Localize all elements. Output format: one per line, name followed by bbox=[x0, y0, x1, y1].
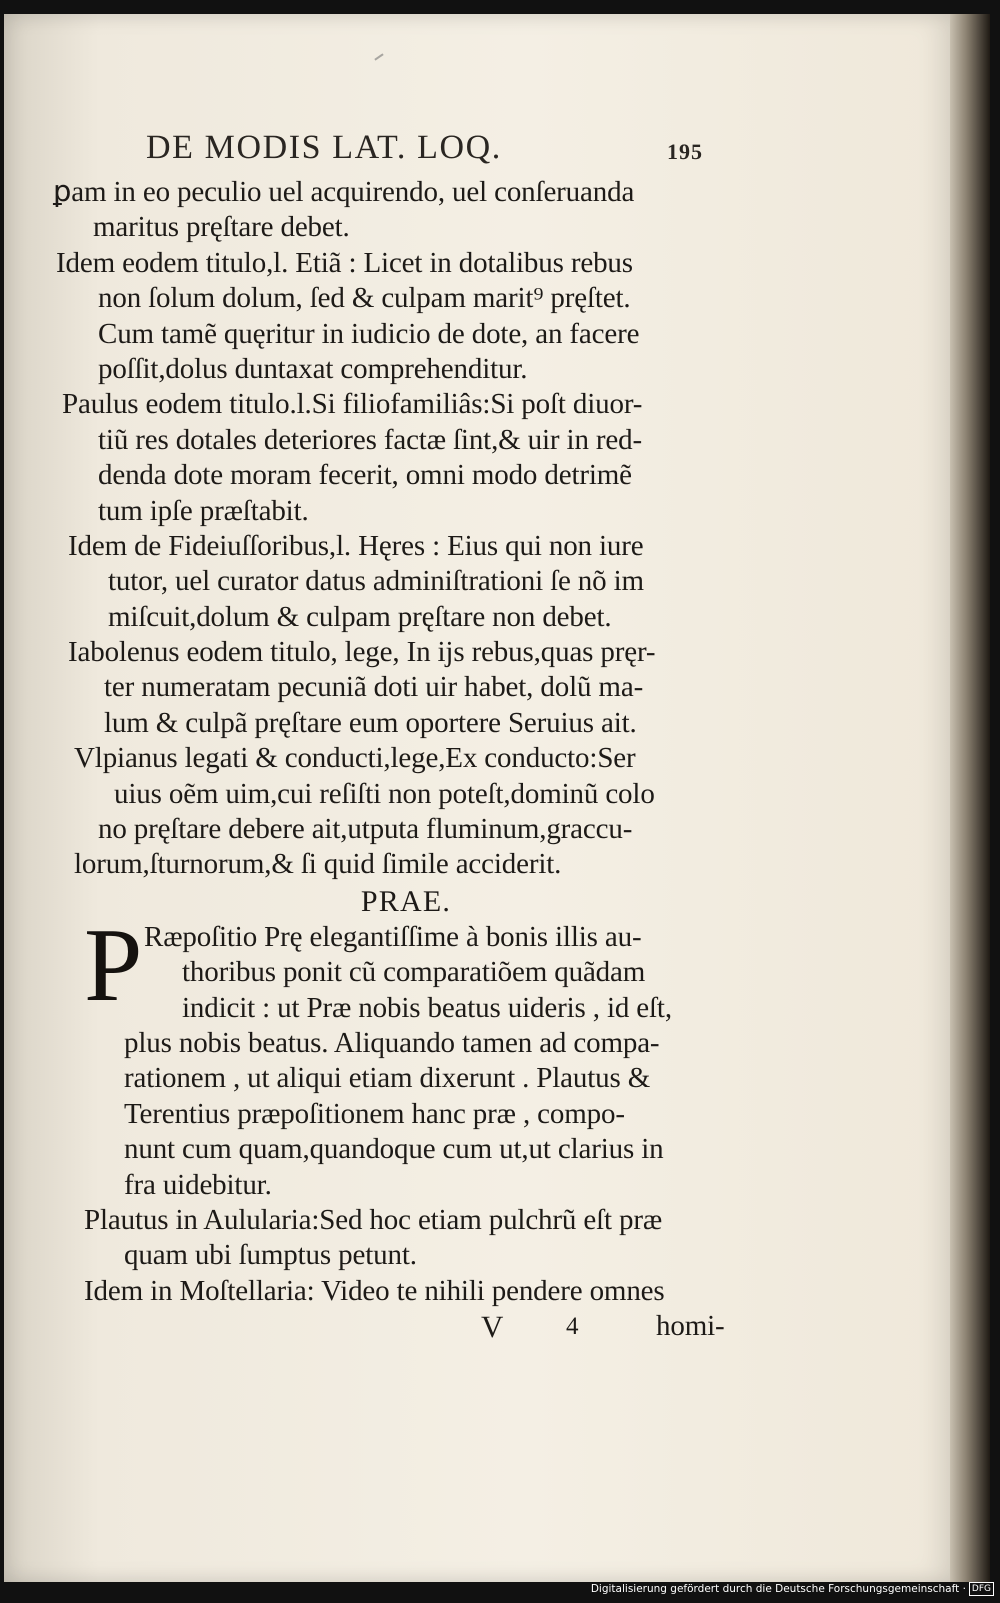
running-header bbox=[56, 130, 756, 175]
text-line: tum ipſe præſtabit. bbox=[98, 494, 309, 527]
page-text bbox=[53, 129, 756, 1349]
text-line: Ræpoſitio Prę elegantiſſime à bonis illis au- bbox=[144, 920, 642, 953]
text-line: Paulus eodem titulo.l.Si filiofamiliâs:Si poſt diuor- bbox=[62, 388, 643, 421]
text-line: fra uidebitur. bbox=[124, 1168, 272, 1201]
text-line: denda dote moram fecerit, omni modo detrimẽ bbox=[98, 459, 632, 492]
digitization-credit bbox=[591, 1582, 994, 1596]
text-line: tutor, uel curator datus adminiſtrationi ſe nõ im bbox=[108, 565, 644, 598]
text-line: ter numeratam pecuniã doti uir habet, dolũ ma- bbox=[104, 671, 644, 704]
page-title: DE MODIS LAT. LOQ. bbox=[146, 129, 502, 166]
text-line: tiũ res dotales deteriores factæ ſint,& uir in red- bbox=[98, 423, 642, 456]
text-line: Idem eodem titulo,l. Etiã : Licet in dotalibus rebus bbox=[56, 246, 633, 279]
text-line: indicit : ut Præ nobis beatus uideris , id eſt, bbox=[182, 991, 672, 1024]
text-line: Vlpianus legati & conducti,lege,Ex conducto:Ser bbox=[74, 742, 636, 775]
text-line: maritus pręſtare debet. bbox=[93, 211, 350, 244]
drop-cap-letter: P bbox=[84, 905, 143, 1023]
text-line: plus nobis beatus. Aliquando tamen ad compa- bbox=[124, 1026, 660, 1059]
text-line: lorum,ſturnorum,& ſi quid ſimile acciderit. bbox=[74, 848, 562, 881]
dfg-badge: DFG bbox=[969, 1582, 994, 1596]
text-line: rationem , ut aliqui etiam dixerunt . Plautus & bbox=[124, 1062, 651, 1095]
text-line: nunt cum quam,quandoque cum ut,ut clarius in bbox=[124, 1133, 664, 1166]
text-line: Terentius præpoſitionem hanc præ , compo- bbox=[124, 1097, 625, 1130]
text-line: Plautus in Aulularia:Sed hoc etiam pulchrũ eſt præ bbox=[84, 1203, 663, 1236]
ink-mark bbox=[374, 53, 383, 60]
text-line: thoribus ponit cũ comparatiõem quãdam bbox=[182, 956, 646, 989]
text-line: ꝑam in eo peculio uel acquirendo, uel conſeruanda bbox=[53, 176, 635, 208]
text-line: non ſolum dolum, ſed & culpam marit⁹ pręſtet. bbox=[98, 282, 631, 315]
text-line: miſcuit,dolum & culpam pręſtare non debet. bbox=[108, 600, 612, 633]
text-line: quam ubi ſumptus petunt. bbox=[124, 1239, 417, 1272]
page-footer bbox=[56, 1309, 756, 1349]
section-heading: PRAE. bbox=[360, 884, 452, 918]
page-edge-shadow bbox=[950, 14, 990, 1582]
text-line: no pręſtare debere ait,utputa fluminum,graccu- bbox=[98, 813, 633, 846]
signature-mark: V bbox=[481, 1309, 504, 1345]
book-page bbox=[4, 14, 950, 1582]
credit-text: Digitalisierung gefördert durch die Deutsche Forschungsgemeinschaft · bbox=[590, 1583, 966, 1595]
signature-number: 4 bbox=[566, 1313, 579, 1341]
text-line: Iabolenus eodem titulo, lege, In ijs rebus,quas pręr- bbox=[68, 636, 656, 669]
text-line: Cum tamẽ quęritur in iudicio de dote, an facere bbox=[98, 317, 640, 350]
catchword: homi- bbox=[656, 1310, 725, 1343]
text-line: lum & culpã pręſtare eum oportere Seruius ait. bbox=[104, 706, 637, 739]
text-line: uius oẽm uim,cui reſiſti non poteſt,dominũ colo bbox=[114, 777, 655, 810]
page-number: 195 bbox=[667, 139, 703, 164]
text-line: Idem de Fideiuſſoribus,l. Hęres : Eius qui non iure bbox=[68, 529, 644, 562]
text-line: Idem in Moſtellaria: Video te nihili pendere omnes bbox=[84, 1274, 665, 1307]
text-line: poſſit,dolus duntaxat comprehenditur. bbox=[98, 352, 528, 385]
